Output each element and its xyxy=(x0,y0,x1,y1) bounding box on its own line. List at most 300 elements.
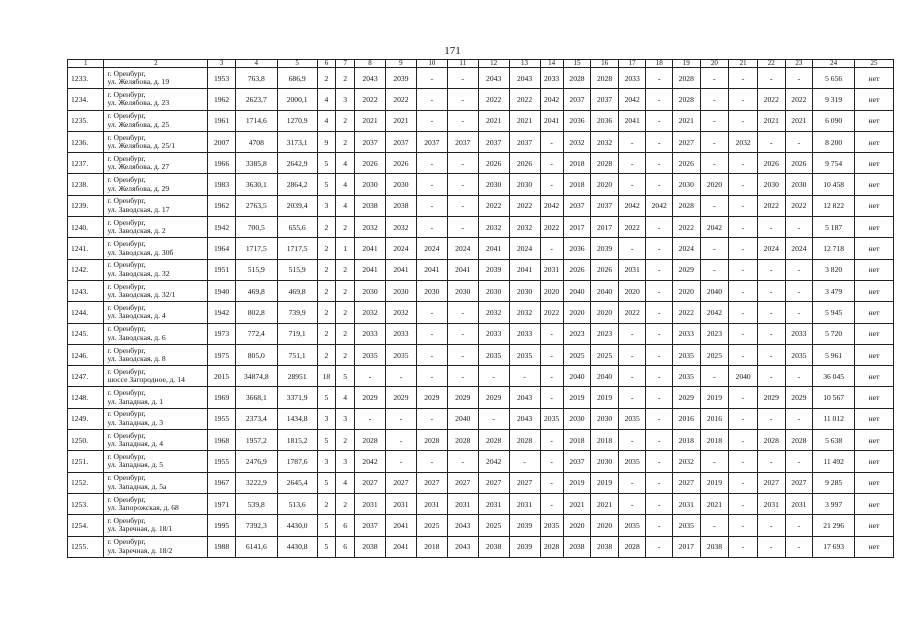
table-cell-col-15: 2037 xyxy=(563,195,591,216)
row-number: 1249. xyxy=(68,408,104,429)
table-cell-col-9: - xyxy=(385,430,416,451)
table-cell-col-22: - xyxy=(757,366,785,387)
table-cell-col-11: 2041 xyxy=(447,259,478,280)
table-cell-col-8: 2041 xyxy=(355,238,386,259)
table-cell-col-19: 2028 xyxy=(672,89,700,110)
table-cell-col-23: 2026 xyxy=(785,153,813,174)
table-cell-col-12: 2038 xyxy=(478,536,509,557)
table-cell-col-3: 1942 xyxy=(208,217,236,238)
address-city: г. Оренбург, xyxy=(107,132,146,142)
table-cell-col-16: 2032 xyxy=(591,131,619,152)
table-cell-col-21: - xyxy=(729,174,758,195)
table-cell-col-8: 2028 xyxy=(355,430,386,451)
table-row xyxy=(68,451,894,472)
table-cell-col-18: - xyxy=(646,280,673,301)
table-cell-col-9: 2022 xyxy=(385,89,416,110)
table-cell-col-21: - xyxy=(729,515,758,536)
table-cell-col-8: 2030 xyxy=(355,174,386,195)
table-cell-col-21: - xyxy=(729,195,758,216)
table-cell-col-10: 2030 xyxy=(416,280,447,301)
table-cell-col-14: 2031 xyxy=(540,259,563,280)
table-cell-col-14: 2042 xyxy=(540,195,563,216)
table-cell-col-18: - xyxy=(646,472,673,493)
table-cell-col-3: 1961 xyxy=(208,110,236,131)
table-cell-col-7: 2 xyxy=(336,280,355,301)
table-cell-col-16: 2026 xyxy=(591,259,619,280)
table-cell-col-16: 2023 xyxy=(591,323,619,344)
table-cell-col-9: 2033 xyxy=(385,323,416,344)
table-cell-col-6: 4 xyxy=(317,89,336,110)
row-number: 1245. xyxy=(68,323,104,344)
table-cell-col-7: 2 xyxy=(336,493,355,514)
table-cell-col-10: - xyxy=(416,451,447,472)
table-cell-col-17: 2041 xyxy=(618,110,646,131)
table-cell-col-8: 2032 xyxy=(355,302,386,323)
table-cell-col-22: 2031 xyxy=(757,493,785,514)
table-cell-col-16: 2020 xyxy=(591,174,619,195)
table-cell-col-22: - xyxy=(757,408,785,429)
table-cell-col-22: - xyxy=(757,302,785,323)
table-cell-col-13: 2027 xyxy=(509,472,540,493)
table-cell-col-11: - xyxy=(447,89,478,110)
table-cell-col-11: 2028 xyxy=(447,430,478,451)
address-street: ул. Желябова, д. 25/1 xyxy=(107,141,176,151)
address-cell xyxy=(104,259,208,280)
table-cell-col-19: 2022 xyxy=(672,302,700,323)
table-cell-col-14: - xyxy=(540,472,563,493)
table-cell-col-20: 2021 xyxy=(700,493,729,514)
table-cell-col-18: - xyxy=(646,174,673,195)
table-cell-col-23: 2027 xyxy=(785,472,813,493)
table-cell-col-14: - xyxy=(540,387,563,408)
address-street: ул. Заводская, д. 6 xyxy=(107,332,166,342)
table-row xyxy=(68,280,894,301)
table-cell-col-16: 2020 xyxy=(591,515,619,536)
table-cell-col-3: 1962 xyxy=(208,195,236,216)
table-cell-col-17: 2035 xyxy=(618,515,646,536)
table-cell-col-22: 2024 xyxy=(757,238,785,259)
address-cell xyxy=(104,217,208,238)
address-cell xyxy=(104,195,208,216)
table-cell-col-5: 2645,4 xyxy=(277,472,317,493)
table-cell-col-25: нет xyxy=(855,493,894,514)
column-number-23: 23 xyxy=(785,60,813,68)
table-cell-col-4: 763,8 xyxy=(235,68,277,89)
table-cell-col-22: - xyxy=(757,323,785,344)
table-cell-col-9: 2021 xyxy=(385,110,416,131)
table-row xyxy=(68,493,894,514)
table-cell-col-17: 2042 xyxy=(618,195,646,216)
table-cell-col-14: - xyxy=(540,344,563,365)
table-cell-col-12: 2022 xyxy=(478,89,509,110)
table-row xyxy=(68,195,894,216)
table-cell-col-14: - xyxy=(540,153,563,174)
table-cell-col-8: 2027 xyxy=(355,472,386,493)
address-city: г. Оренбург, xyxy=(107,324,146,334)
table-cell-col-15: 2019 xyxy=(563,387,591,408)
table-cell-col-24: 5 656 xyxy=(813,68,855,89)
table-cell-col-8: - xyxy=(355,366,386,387)
table-cell-col-9: - xyxy=(385,408,416,429)
table-cell-col-6: 5 xyxy=(317,536,336,557)
table-cell-col-19: 2022 xyxy=(672,217,700,238)
table-cell-col-9: 2039 xyxy=(385,68,416,89)
table-cell-col-20: - xyxy=(700,451,729,472)
address-city: г. Оренбург, xyxy=(107,153,146,163)
table-cell-col-10: 2025 xyxy=(416,515,447,536)
table-cell-col-8: 2026 xyxy=(355,153,386,174)
address-cell xyxy=(104,174,208,195)
table-cell-col-16: 2030 xyxy=(591,451,619,472)
table-cell-col-25: нет xyxy=(855,451,894,472)
table-cell-col-21: - xyxy=(729,68,758,89)
column-number-13: 13 xyxy=(509,60,540,68)
table-cell-col-10: 2037 xyxy=(416,131,447,152)
column-number-17: 17 xyxy=(618,60,646,68)
table-cell-col-4: 1957,2 xyxy=(235,430,277,451)
column-number-6: 6 xyxy=(317,60,336,68)
table-cell-col-9: 2032 xyxy=(385,302,416,323)
address-cell xyxy=(104,323,208,344)
table-cell-col-11: - xyxy=(447,344,478,365)
table-cell-col-13: - xyxy=(509,451,540,472)
table-cell-col-18: - xyxy=(646,131,673,152)
table-cell-col-16: 2018 xyxy=(591,430,619,451)
table-cell-col-8: 2022 xyxy=(355,89,386,110)
table-cell-col-23: - xyxy=(785,302,813,323)
table-cell-col-21: - xyxy=(729,323,758,344)
table-cell-col-11: 2037 xyxy=(447,131,478,152)
table-cell-col-4: 469,8 xyxy=(235,280,277,301)
table-cell-col-13: 2033 xyxy=(509,323,540,344)
address-street: ул. Желябова, д. 19 xyxy=(107,77,170,87)
table-cell-col-16: 2040 xyxy=(591,366,619,387)
table-cell-col-13: 2030 xyxy=(509,174,540,195)
table-cell-col-15: 2040 xyxy=(563,280,591,301)
table-cell-col-13: 2035 xyxy=(509,344,540,365)
table-cell-col-11: - xyxy=(447,195,478,216)
table-cell-col-16: 2017 xyxy=(591,217,619,238)
address-street: ул. Западная, д. 5 xyxy=(107,460,164,470)
table-cell-col-6: 4 xyxy=(317,110,336,131)
table-cell-col-17: - xyxy=(618,344,646,365)
table-cell-col-6: 2 xyxy=(317,68,336,89)
table-cell-col-17: 2022 xyxy=(618,302,646,323)
table-cell-col-8: 2038 xyxy=(355,536,386,557)
column-number-14: 14 xyxy=(540,60,563,68)
table-cell-col-10: - xyxy=(416,323,447,344)
address-street: ул. Заводская, д. 30б xyxy=(107,247,174,257)
table-row xyxy=(68,238,894,259)
table-cell-col-5: 1717,5 xyxy=(277,238,317,259)
table-cell-col-8: 2031 xyxy=(355,493,386,514)
table-cell-col-21: - xyxy=(729,238,758,259)
table-cell-col-23: - xyxy=(785,131,813,152)
row-number: 1253. xyxy=(68,493,104,514)
table-cell-col-25: нет xyxy=(855,217,894,238)
table-cell-col-21: - xyxy=(729,430,758,451)
table-cell-col-11: - xyxy=(447,153,478,174)
table-cell-col-22: - xyxy=(757,68,785,89)
table-cell-col-13: 2032 xyxy=(509,217,540,238)
table-cell-col-21: - xyxy=(729,110,758,131)
table-cell-col-14: 2042 xyxy=(540,89,563,110)
table-cell-col-9: 2030 xyxy=(385,174,416,195)
table-cell-col-18: - xyxy=(646,366,673,387)
address-street: ул. Желябова, д. 25 xyxy=(107,119,170,129)
address-city: г. Оренбург, xyxy=(107,281,146,291)
table-cell-col-7: 2 xyxy=(336,131,355,152)
table-cell-col-24: 9 754 xyxy=(813,153,855,174)
table-cell-col-4: 3385,8 xyxy=(235,153,277,174)
table-cell-col-5: 28951 xyxy=(277,366,317,387)
table-cell-col-24: 17 693 xyxy=(813,536,855,557)
table-cell-col-5: 2642,9 xyxy=(277,153,317,174)
table-cell-col-6: 2 xyxy=(317,280,336,301)
table-cell-col-10: - xyxy=(416,366,447,387)
table-row xyxy=(68,217,894,238)
table-cell-col-20: - xyxy=(700,366,729,387)
table-cell-col-12: 2031 xyxy=(478,493,509,514)
table-cell-col-3: 2007 xyxy=(208,131,236,152)
table-cell-col-13: 2028 xyxy=(509,430,540,451)
table-cell-col-17: - xyxy=(618,323,646,344)
table-cell-col-17: - xyxy=(618,493,646,514)
table-cell-col-18: - xyxy=(646,217,673,238)
table-cell-col-18: - xyxy=(646,323,673,344)
table-cell-col-10: 2029 xyxy=(416,387,447,408)
table-cell-col-9: 2027 xyxy=(385,472,416,493)
table-cell-col-6: 5 xyxy=(317,153,336,174)
table-cell-col-24: 9 319 xyxy=(813,89,855,110)
table-cell-col-8: 2037 xyxy=(355,131,386,152)
address-cell xyxy=(104,68,208,89)
table-cell-col-7: 2 xyxy=(336,344,355,365)
table-cell-col-15: 2037 xyxy=(563,89,591,110)
table-cell-col-25: нет xyxy=(855,131,894,152)
page-number: 171 xyxy=(444,45,461,57)
housing-table xyxy=(67,59,894,558)
table-cell-col-3: 1975 xyxy=(208,344,236,365)
table-cell-col-24: 12 718 xyxy=(813,238,855,259)
table-cell-col-12: 2030 xyxy=(478,280,509,301)
table-cell-col-6: 2 xyxy=(317,238,336,259)
table-cell-col-7: 5 xyxy=(336,366,355,387)
table-cell-col-21: - xyxy=(729,472,758,493)
table-cell-col-7: 2 xyxy=(336,302,355,323)
table-cell-col-8: 2038 xyxy=(355,195,386,216)
table-cell-col-4: 3668,1 xyxy=(235,387,277,408)
table-cell-col-23: 2029 xyxy=(785,387,813,408)
table-cell-col-15: 2032 xyxy=(563,131,591,152)
table-cell-col-17: 2033 xyxy=(618,68,646,89)
row-number: 1254. xyxy=(68,515,104,536)
table-cell-col-10: 2024 xyxy=(416,238,447,259)
table-cell-col-19: 2017 xyxy=(672,536,700,557)
table-cell-col-3: 1983 xyxy=(208,174,236,195)
table-cell-col-22: - xyxy=(757,536,785,557)
table-cell-col-5: 1434,8 xyxy=(277,408,317,429)
table-cell-col-16: 2019 xyxy=(591,387,619,408)
table-cell-col-3: 1973 xyxy=(208,323,236,344)
address-cell xyxy=(104,430,208,451)
column-number-5: 5 xyxy=(277,60,317,68)
table-cell-col-6: 2 xyxy=(317,217,336,238)
table-cell-col-5: 2000,1 xyxy=(277,89,317,110)
table-row xyxy=(68,68,894,89)
address-street: ул. Заводская, д. 17 xyxy=(107,204,170,214)
table-row xyxy=(68,89,894,110)
table-cell-col-19: 2028 xyxy=(672,195,700,216)
table-cell-col-21: - xyxy=(729,451,758,472)
table-cell-col-21: - xyxy=(729,89,758,110)
table-cell-col-19: 2029 xyxy=(672,259,700,280)
column-number-15: 15 xyxy=(563,60,591,68)
address-city: г. Оренбург, xyxy=(107,430,146,440)
table-row xyxy=(68,408,894,429)
table-cell-col-12: 2043 xyxy=(478,68,509,89)
table-cell-col-14: 2035 xyxy=(540,515,563,536)
table-cell-col-6: 5 xyxy=(317,430,336,451)
table-cell-col-19: 2021 xyxy=(672,110,700,131)
table-cell-col-18: - xyxy=(646,68,673,89)
row-number: 1237. xyxy=(68,153,104,174)
table-cell-col-10: - xyxy=(416,195,447,216)
table-cell-col-9: 2041 xyxy=(385,259,416,280)
address-street: ул. Заводская, д. 4 xyxy=(107,311,166,321)
table-cell-col-14: 2020 xyxy=(540,280,563,301)
table-cell-col-25: нет xyxy=(855,536,894,557)
table-row xyxy=(68,153,894,174)
table-cell-col-19: 2031 xyxy=(672,493,700,514)
table-cell-col-25: нет xyxy=(855,366,894,387)
table-cell-col-15: 2018 xyxy=(563,153,591,174)
row-number: 1243. xyxy=(68,280,104,301)
table-cell-col-21: - xyxy=(729,536,758,557)
table-row xyxy=(68,302,894,323)
table-cell-col-8: 2030 xyxy=(355,280,386,301)
table-cell-col-11: - xyxy=(447,68,478,89)
table-cell-col-23: - xyxy=(785,280,813,301)
table-cell-col-18: - xyxy=(646,515,673,536)
table-cell-col-6: 2 xyxy=(317,323,336,344)
table-cell-col-11: - xyxy=(447,302,478,323)
address-city: г. Оренбург, xyxy=(107,111,146,121)
table-cell-col-24: 3 479 xyxy=(813,280,855,301)
column-number-24: 24 xyxy=(813,60,855,68)
table-cell-col-3: 1953 xyxy=(208,68,236,89)
table-cell-col-17: 2035 xyxy=(618,451,646,472)
table-body xyxy=(68,68,894,558)
table-cell-col-10: - xyxy=(416,302,447,323)
table-cell-col-17: 2022 xyxy=(618,217,646,238)
table-cell-col-20: 2019 xyxy=(700,387,729,408)
column-number-10: 10 xyxy=(416,60,447,68)
table-cell-col-9: 2041 xyxy=(385,515,416,536)
table-cell-col-15: 2017 xyxy=(563,217,591,238)
table-cell-col-21: - xyxy=(729,280,758,301)
table-cell-col-7: 2 xyxy=(336,323,355,344)
table-cell-col-15: 2025 xyxy=(563,344,591,365)
table-cell-col-14: 2041 xyxy=(540,110,563,131)
address-city: г. Оренбург, xyxy=(107,239,146,249)
table-cell-col-4: 3630,1 xyxy=(235,174,277,195)
table-cell-col-19: 2028 xyxy=(672,68,700,89)
row-number: 1255. xyxy=(68,536,104,557)
table-cell-col-25: нет xyxy=(855,515,894,536)
column-number-8: 8 xyxy=(355,60,386,68)
table-cell-col-17: - xyxy=(618,131,646,152)
address-city: г. Оренбург, xyxy=(107,260,146,270)
column-number-18: 18 xyxy=(646,60,673,68)
table-cell-col-20: - xyxy=(700,131,729,152)
table-cell-col-13: 2043 xyxy=(509,387,540,408)
table-cell-col-14: 2028 xyxy=(540,536,563,557)
table-cell-col-21: - xyxy=(729,408,758,429)
table-cell-col-11: 2024 xyxy=(447,238,478,259)
table-cell-col-9: 2037 xyxy=(385,131,416,152)
address-cell xyxy=(104,153,208,174)
table-cell-col-19: 2027 xyxy=(672,131,700,152)
table-cell-col-13: 2039 xyxy=(509,536,540,557)
table-cell-col-20: - xyxy=(700,68,729,89)
table-cell-col-8: 2041 xyxy=(355,259,386,280)
table-cell-col-16: 2021 xyxy=(591,493,619,514)
table-cell-col-4: 1717,5 xyxy=(235,238,277,259)
table-cell-col-8: 2043 xyxy=(355,68,386,89)
table-cell-col-19: 2029 xyxy=(672,387,700,408)
table-cell-col-9: - xyxy=(385,451,416,472)
table-cell-col-10: 2031 xyxy=(416,493,447,514)
address-city: г. Оренбург, xyxy=(107,175,146,185)
table-cell-col-4: 1714,6 xyxy=(235,110,277,131)
table-cell-col-12: 2027 xyxy=(478,472,509,493)
table-cell-col-12: 2041 xyxy=(478,238,509,259)
table-cell-col-13: 2022 xyxy=(509,195,540,216)
row-number: 1248. xyxy=(68,387,104,408)
table-cell-col-19: 2032 xyxy=(672,451,700,472)
table-cell-col-21: 2032 xyxy=(729,131,758,152)
table-cell-col-16: 2037 xyxy=(591,89,619,110)
row-number: 1239. xyxy=(68,195,104,216)
table-cell-col-24: 10 567 xyxy=(813,387,855,408)
table-cell-col-7: 1 xyxy=(336,238,355,259)
table-cell-col-4: 772,4 xyxy=(235,323,277,344)
table-cell-col-3: 2015 xyxy=(208,366,236,387)
table-cell-col-7: 4 xyxy=(336,472,355,493)
table-cell-col-5: 719,1 xyxy=(277,323,317,344)
table-cell-col-12: 2030 xyxy=(478,174,509,195)
table-cell-col-10: - xyxy=(416,217,447,238)
table-cell-col-25: нет xyxy=(855,89,894,110)
table-cell-col-21: - xyxy=(729,387,758,408)
table-cell-col-3: 1968 xyxy=(208,430,236,451)
table-cell-col-22: - xyxy=(757,344,785,365)
table-cell-col-14: 2022 xyxy=(540,217,563,238)
column-number-7: 7 xyxy=(336,60,355,68)
table-cell-col-3: 1942 xyxy=(208,302,236,323)
table-cell-col-15: 2020 xyxy=(563,302,591,323)
table-cell-col-24: 36 045 xyxy=(813,366,855,387)
table-cell-col-9: 2032 xyxy=(385,217,416,238)
table-cell-col-20: 2025 xyxy=(700,344,729,365)
column-number-25: 25 xyxy=(855,60,894,68)
table-cell-col-25: нет xyxy=(855,472,894,493)
table-cell-col-17: 2042 xyxy=(618,89,646,110)
address-city: г. Оренбург, xyxy=(107,217,146,227)
table-row xyxy=(68,472,894,493)
table-cell-col-4: 802,8 xyxy=(235,302,277,323)
